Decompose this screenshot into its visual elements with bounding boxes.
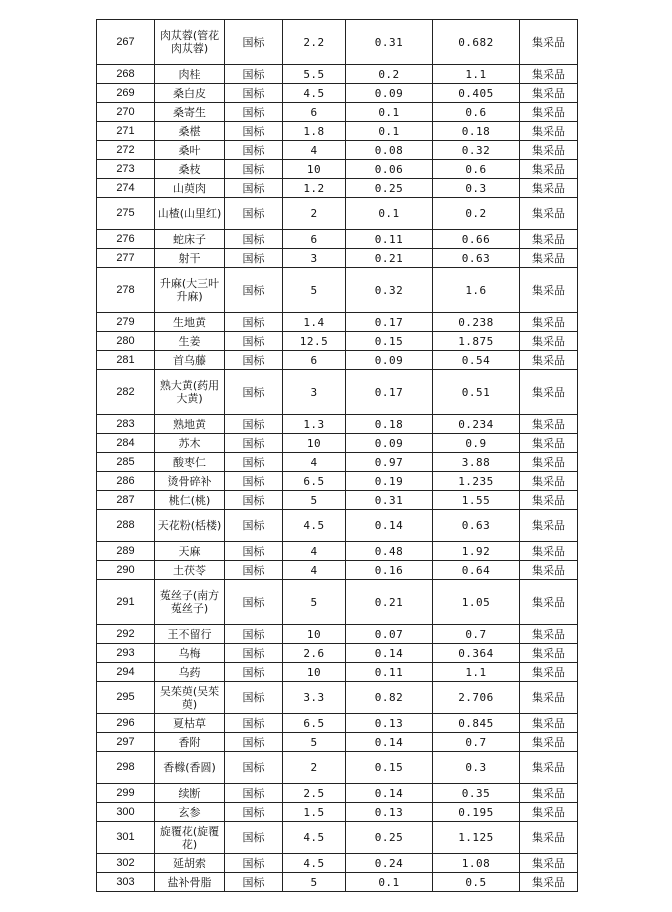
row-index: 300 <box>97 803 155 822</box>
standard-type: 国标 <box>225 822 283 854</box>
herb-name: 桑白皮 <box>155 84 225 103</box>
standard-type: 国标 <box>225 453 283 472</box>
unit-price-value: 0.48 <box>346 542 433 561</box>
unit-price-value: 0.15 <box>346 332 433 351</box>
herb-name: 天麻 <box>155 542 225 561</box>
table-row <box>97 65 578 84</box>
total-value: 1.235 <box>433 472 520 491</box>
table-row <box>97 230 578 249</box>
total-value: 1.08 <box>433 854 520 873</box>
standard-type: 国标 <box>225 230 283 249</box>
standard-type: 国标 <box>225 84 283 103</box>
total-value: 0.66 <box>433 230 520 249</box>
standard-type: 国标 <box>225 625 283 644</box>
total-value: 0.234 <box>433 415 520 434</box>
procurement-type: 集采品 <box>520 230 578 249</box>
quantity-value: 10 <box>283 434 346 453</box>
herb-name: 乌药 <box>155 663 225 682</box>
quantity-value: 4.5 <box>283 854 346 873</box>
total-value: 0.5 <box>433 873 520 892</box>
procurement-type: 集采品 <box>520 249 578 268</box>
quantity-value: 2.2 <box>283 20 346 65</box>
herb-name: 天花粉(栝楼) <box>155 510 225 542</box>
unit-price-value: 0.21 <box>346 580 433 625</box>
herb-name: 王不留行 <box>155 625 225 644</box>
unit-price-value: 0.14 <box>346 510 433 542</box>
standard-type: 国标 <box>225 249 283 268</box>
table-row <box>97 122 578 141</box>
standard-type: 国标 <box>225 415 283 434</box>
total-value: 0.18 <box>433 122 520 141</box>
row-index: 268 <box>97 65 155 84</box>
standard-type: 国标 <box>225 752 283 784</box>
procurement-type: 集采品 <box>520 65 578 84</box>
quantity-value: 4.5 <box>283 822 346 854</box>
table-row <box>97 784 578 803</box>
quantity-value: 10 <box>283 160 346 179</box>
total-value: 2.706 <box>433 682 520 714</box>
row-index: 273 <box>97 160 155 179</box>
unit-price-value: 0.13 <box>346 803 433 822</box>
unit-price-value: 0.24 <box>346 854 433 873</box>
procurement-type: 集采品 <box>520 873 578 892</box>
table-row <box>97 249 578 268</box>
row-index: 276 <box>97 230 155 249</box>
unit-price-value: 0.17 <box>346 313 433 332</box>
quantity-value: 6.5 <box>283 714 346 733</box>
table-row <box>97 313 578 332</box>
herb-name: 山楂(山里红) <box>155 198 225 230</box>
quantity-value: 6 <box>283 103 346 122</box>
table-row <box>97 663 578 682</box>
unit-price-value: 0.07 <box>346 625 433 644</box>
quantity-value: 5 <box>283 580 346 625</box>
total-value: 1.1 <box>433 65 520 84</box>
unit-price-value: 0.31 <box>346 20 433 65</box>
row-index: 290 <box>97 561 155 580</box>
unit-price-value: 0.82 <box>346 682 433 714</box>
standard-type: 国标 <box>225 644 283 663</box>
total-value: 0.3 <box>433 179 520 198</box>
table-row <box>97 332 578 351</box>
table-row <box>97 179 578 198</box>
procurement-type: 集采品 <box>520 141 578 160</box>
standard-type: 国标 <box>225 351 283 370</box>
table-row <box>97 752 578 784</box>
quantity-value: 5 <box>283 873 346 892</box>
quantity-value: 4 <box>283 542 346 561</box>
standard-type: 国标 <box>225 141 283 160</box>
table-row <box>97 510 578 542</box>
unit-price-value: 0.14 <box>346 784 433 803</box>
row-index: 288 <box>97 510 155 542</box>
row-index: 289 <box>97 542 155 561</box>
procurement-type: 集采品 <box>520 542 578 561</box>
total-value: 0.405 <box>433 84 520 103</box>
row-index: 278 <box>97 268 155 313</box>
table-row <box>97 542 578 561</box>
standard-type: 国标 <box>225 854 283 873</box>
table-row <box>97 351 578 370</box>
standard-type: 国标 <box>225 160 283 179</box>
procurement-type: 集采品 <box>520 663 578 682</box>
herb-name: 酸枣仁 <box>155 453 225 472</box>
total-value: 1.05 <box>433 580 520 625</box>
unit-price-value: 0.32 <box>346 268 433 313</box>
procurement-type: 集采品 <box>520 803 578 822</box>
total-value: 1.875 <box>433 332 520 351</box>
procurement-type: 集采品 <box>520 644 578 663</box>
quantity-value: 2.6 <box>283 644 346 663</box>
row-index: 291 <box>97 580 155 625</box>
row-index: 302 <box>97 854 155 873</box>
row-index: 296 <box>97 714 155 733</box>
total-value: 1.55 <box>433 491 520 510</box>
table-row <box>97 561 578 580</box>
table-row <box>97 198 578 230</box>
herb-name: 首乌藤 <box>155 351 225 370</box>
row-index: 287 <box>97 491 155 510</box>
unit-price-value: 0.2 <box>346 65 433 84</box>
total-value: 0.63 <box>433 510 520 542</box>
table-row <box>97 803 578 822</box>
quantity-value: 2 <box>283 752 346 784</box>
standard-type: 国标 <box>225 313 283 332</box>
herb-name: 肉苁蓉(管花肉苁蓉) <box>155 20 225 65</box>
standard-type: 国标 <box>225 370 283 415</box>
standard-type: 国标 <box>225 510 283 542</box>
total-value: 1.6 <box>433 268 520 313</box>
unit-price-value: 0.09 <box>346 84 433 103</box>
procurement-type: 集采品 <box>520 682 578 714</box>
quantity-value: 1.2 <box>283 179 346 198</box>
total-value: 0.54 <box>433 351 520 370</box>
total-value: 1.92 <box>433 542 520 561</box>
row-index: 275 <box>97 198 155 230</box>
procurement-type: 集采品 <box>520 179 578 198</box>
row-index: 282 <box>97 370 155 415</box>
herb-name: 香橼(香圆) <box>155 752 225 784</box>
quantity-value: 1.4 <box>283 313 346 332</box>
herb-name: 熟大黄(药用大黄) <box>155 370 225 415</box>
herb-name: 桑寄生 <box>155 103 225 122</box>
quantity-value: 10 <box>283 625 346 644</box>
quantity-value: 5 <box>283 268 346 313</box>
unit-price-value: 0.1 <box>346 122 433 141</box>
total-value: 0.7 <box>433 733 520 752</box>
unit-price-value: 0.97 <box>346 453 433 472</box>
table-row <box>97 415 578 434</box>
unit-price-value: 0.1 <box>346 103 433 122</box>
procurement-type: 集采品 <box>520 160 578 179</box>
standard-type: 国标 <box>225 663 283 682</box>
row-index: 285 <box>97 453 155 472</box>
total-value: 0.3 <box>433 752 520 784</box>
row-index: 274 <box>97 179 155 198</box>
table-row <box>97 491 578 510</box>
procurement-type: 集采品 <box>520 20 578 65</box>
table-row <box>97 644 578 663</box>
unit-price-value: 0.09 <box>346 351 433 370</box>
total-value: 0.845 <box>433 714 520 733</box>
herb-name: 香附 <box>155 733 225 752</box>
unit-price-value: 0.31 <box>346 491 433 510</box>
procurement-type: 集采品 <box>520 822 578 854</box>
unit-price-value: 0.13 <box>346 714 433 733</box>
row-index: 279 <box>97 313 155 332</box>
procurement-type: 集采品 <box>520 453 578 472</box>
quantity-value: 1.8 <box>283 122 346 141</box>
quantity-value: 6 <box>283 351 346 370</box>
procurement-type: 集采品 <box>520 268 578 313</box>
procurement-type: 集采品 <box>520 714 578 733</box>
row-index: 277 <box>97 249 155 268</box>
total-value: 0.2 <box>433 198 520 230</box>
quantity-value: 4.5 <box>283 510 346 542</box>
total-value: 0.364 <box>433 644 520 663</box>
procurement-type: 集采品 <box>520 491 578 510</box>
unit-price-value: 0.21 <box>346 249 433 268</box>
unit-price-value: 0.1 <box>346 873 433 892</box>
quantity-value: 4 <box>283 561 346 580</box>
total-value: 0.238 <box>433 313 520 332</box>
row-index: 292 <box>97 625 155 644</box>
procurement-type: 集采品 <box>520 332 578 351</box>
standard-type: 国标 <box>225 198 283 230</box>
row-index: 270 <box>97 103 155 122</box>
procurement-type: 集采品 <box>520 733 578 752</box>
unit-price-value: 0.19 <box>346 472 433 491</box>
procurement-type: 集采品 <box>520 752 578 784</box>
standard-type: 国标 <box>225 20 283 65</box>
standard-type: 国标 <box>225 873 283 892</box>
table-row <box>97 434 578 453</box>
unit-price-value: 0.17 <box>346 370 433 415</box>
row-index: 301 <box>97 822 155 854</box>
unit-price-value: 0.16 <box>346 561 433 580</box>
herb-name: 桑枝 <box>155 160 225 179</box>
quantity-value: 10 <box>283 663 346 682</box>
procurement-type: 集采品 <box>520 580 578 625</box>
quantity-value: 2.5 <box>283 784 346 803</box>
procurement-type: 集采品 <box>520 313 578 332</box>
procurement-type: 集采品 <box>520 415 578 434</box>
herb-name: 盐补骨脂 <box>155 873 225 892</box>
standard-type: 国标 <box>225 803 283 822</box>
quantity-value: 3 <box>283 370 346 415</box>
unit-price-value: 0.25 <box>346 822 433 854</box>
standard-type: 国标 <box>225 714 283 733</box>
row-index: 283 <box>97 415 155 434</box>
row-index: 281 <box>97 351 155 370</box>
unit-price-value: 0.1 <box>346 198 433 230</box>
table-row <box>97 472 578 491</box>
table-row <box>97 733 578 752</box>
quantity-value: 6 <box>283 230 346 249</box>
procurement-type: 集采品 <box>520 84 578 103</box>
row-index: 298 <box>97 752 155 784</box>
herb-name: 生地黄 <box>155 313 225 332</box>
quantity-value: 1.3 <box>283 415 346 434</box>
quantity-value: 6.5 <box>283 472 346 491</box>
procurement-type: 集采品 <box>520 198 578 230</box>
procurement-type: 集采品 <box>520 510 578 542</box>
herb-name: 夏枯草 <box>155 714 225 733</box>
standard-type: 国标 <box>225 122 283 141</box>
table-row <box>97 84 578 103</box>
herb-name: 延胡索 <box>155 854 225 873</box>
herb-name: 续断 <box>155 784 225 803</box>
quantity-value: 3 <box>283 249 346 268</box>
unit-price-value: 0.11 <box>346 230 433 249</box>
row-index: 280 <box>97 332 155 351</box>
procurement-type: 集采品 <box>520 472 578 491</box>
table-row <box>97 822 578 854</box>
herb-name: 射干 <box>155 249 225 268</box>
herb-name: 乌梅 <box>155 644 225 663</box>
herb-name: 菟丝子(南方菟丝子) <box>155 580 225 625</box>
standard-type: 国标 <box>225 472 283 491</box>
row-index: 286 <box>97 472 155 491</box>
row-index: 284 <box>97 434 155 453</box>
procurement-type: 集采品 <box>520 625 578 644</box>
total-value: 0.63 <box>433 249 520 268</box>
total-value: 3.88 <box>433 453 520 472</box>
herb-name: 桃仁(桃) <box>155 491 225 510</box>
quantity-value: 4.5 <box>283 84 346 103</box>
herb-name: 玄参 <box>155 803 225 822</box>
quantity-value: 2 <box>283 198 346 230</box>
total-value: 0.195 <box>433 803 520 822</box>
herb-name: 桑椹 <box>155 122 225 141</box>
total-value: 0.682 <box>433 20 520 65</box>
unit-price-value: 0.25 <box>346 179 433 198</box>
table-row <box>97 682 578 714</box>
quantity-value: 5 <box>283 491 346 510</box>
herb-price-table <box>96 19 578 892</box>
table-row <box>97 160 578 179</box>
table-row <box>97 268 578 313</box>
standard-type: 国标 <box>225 179 283 198</box>
standard-type: 国标 <box>225 784 283 803</box>
quantity-value: 12.5 <box>283 332 346 351</box>
total-value: 0.64 <box>433 561 520 580</box>
total-value: 0.51 <box>433 370 520 415</box>
quantity-value: 1.5 <box>283 803 346 822</box>
herb-name: 肉桂 <box>155 65 225 84</box>
total-value: 0.7 <box>433 625 520 644</box>
table-row <box>97 370 578 415</box>
herb-name: 吴茱萸(吴茱萸) <box>155 682 225 714</box>
herb-name: 蛇床子 <box>155 230 225 249</box>
standard-type: 国标 <box>225 434 283 453</box>
table-row <box>97 873 578 892</box>
herb-name: 升麻(大三叶升麻) <box>155 268 225 313</box>
row-index: 295 <box>97 682 155 714</box>
procurement-type: 集采品 <box>520 122 578 141</box>
herb-name: 桑叶 <box>155 141 225 160</box>
procurement-type: 集采品 <box>520 434 578 453</box>
standard-type: 国标 <box>225 561 283 580</box>
quantity-value: 3.3 <box>283 682 346 714</box>
table-row <box>97 103 578 122</box>
row-index: 269 <box>97 84 155 103</box>
unit-price-value: 0.11 <box>346 663 433 682</box>
table-body <box>97 20 578 892</box>
herb-name: 熟地黄 <box>155 415 225 434</box>
quantity-value: 4 <box>283 141 346 160</box>
total-value: 0.6 <box>433 160 520 179</box>
total-value: 1.125 <box>433 822 520 854</box>
standard-type: 国标 <box>225 65 283 84</box>
table-row <box>97 141 578 160</box>
procurement-type: 集采品 <box>520 854 578 873</box>
table-row <box>97 714 578 733</box>
row-index: 272 <box>97 141 155 160</box>
total-value: 0.35 <box>433 784 520 803</box>
table-row <box>97 625 578 644</box>
herb-name: 生姜 <box>155 332 225 351</box>
standard-type: 国标 <box>225 332 283 351</box>
row-index: 297 <box>97 733 155 752</box>
unit-price-value: 0.14 <box>346 644 433 663</box>
standard-type: 国标 <box>225 733 283 752</box>
table-row <box>97 854 578 873</box>
total-value: 1.1 <box>433 663 520 682</box>
row-index: 293 <box>97 644 155 663</box>
standard-type: 国标 <box>225 542 283 561</box>
herb-name: 烫骨碎补 <box>155 472 225 491</box>
total-value: 0.6 <box>433 103 520 122</box>
table-row <box>97 453 578 472</box>
procurement-type: 集采品 <box>520 370 578 415</box>
standard-type: 国标 <box>225 268 283 313</box>
standard-type: 国标 <box>225 682 283 714</box>
standard-type: 国标 <box>225 580 283 625</box>
unit-price-value: 0.06 <box>346 160 433 179</box>
herb-name: 土茯苓 <box>155 561 225 580</box>
row-index: 271 <box>97 122 155 141</box>
standard-type: 国标 <box>225 491 283 510</box>
total-value: 0.9 <box>433 434 520 453</box>
herb-name: 苏木 <box>155 434 225 453</box>
table-row <box>97 20 578 65</box>
unit-price-value: 0.18 <box>346 415 433 434</box>
procurement-type: 集采品 <box>520 784 578 803</box>
quantity-value: 5.5 <box>283 65 346 84</box>
unit-price-value: 0.09 <box>346 434 433 453</box>
quantity-value: 4 <box>283 453 346 472</box>
row-index: 294 <box>97 663 155 682</box>
row-index: 299 <box>97 784 155 803</box>
procurement-type: 集采品 <box>520 103 578 122</box>
herb-name: 旋覆花(旋覆花) <box>155 822 225 854</box>
procurement-type: 集采品 <box>520 561 578 580</box>
table-row <box>97 580 578 625</box>
herb-name: 山萸肉 <box>155 179 225 198</box>
row-index: 303 <box>97 873 155 892</box>
standard-type: 国标 <box>225 103 283 122</box>
unit-price-value: 0.14 <box>346 733 433 752</box>
unit-price-value: 0.08 <box>346 141 433 160</box>
total-value: 0.32 <box>433 141 520 160</box>
unit-price-value: 0.15 <box>346 752 433 784</box>
quantity-value: 5 <box>283 733 346 752</box>
row-index: 267 <box>97 20 155 65</box>
procurement-type: 集采品 <box>520 351 578 370</box>
